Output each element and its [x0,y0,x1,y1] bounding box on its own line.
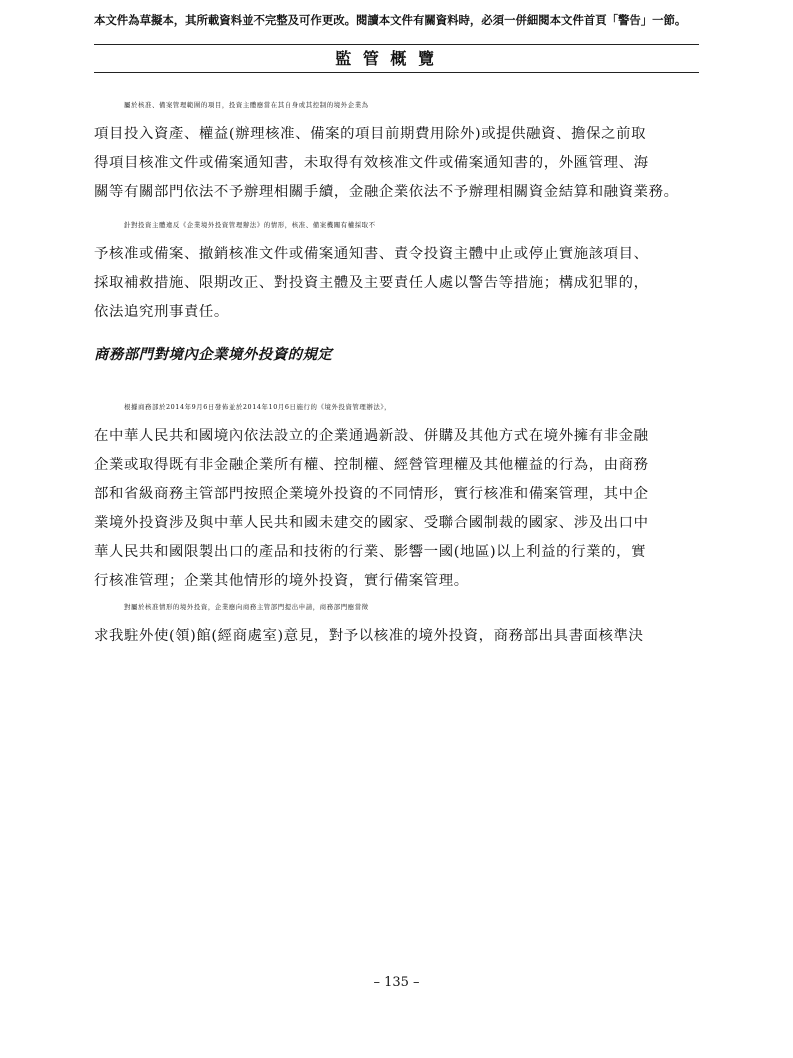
paragraph-line: 在中華人民共和國境內依法設立的企業通過新設、併購及其他方式在境外擁有非金融 [94,428,649,444]
paragraph-approval-scope [94,91,699,207]
page-number: – 135 – [373,975,420,990]
paragraph-line: 求我駐外使(領)館(經商處室)意見，對予以核准的境外投資，商務部出具書面核準決 [94,628,644,644]
paragraph-line: 項目投入資產、權益(辦理核准、備案的項目前期費用除外)或提供融資、擔保之前取 [94,126,647,142]
paragraph-line: 華人民共和國限製出口的產品和技術的行業、影響一國(地區)以上利益的行業的，實 [94,544,647,560]
paragraph-line: 依法追究刑事責任。 [94,304,229,320]
paragraph-line: 對屬於核准情形的境外投資，企業應向商務主管部門提出申請，商務部門應當徵 [124,603,369,611]
subheading-mofcom-rules: 商務部門對境內企業境外投資的規定 [94,346,333,363]
section-title-text: 監 管 概 覽 [335,49,437,68]
paragraph-line: 針對投資主體違反《企業境外投資管理辦法》的情形，核准、備案機關有權採取不 [124,221,376,229]
paragraph-line: 行核准管理；企業其他情形的境外投資，實行備案管理。 [94,573,469,589]
paragraph-approval-application [94,593,699,651]
paragraph-line: 得項目核准文件或備案通知書，未取得有效核准文件或備案通知書的，外匯管理、海 [94,155,649,171]
paragraph-line: 業境外投資涉及與中華人民共和國未建交的國家、受聯合國制裁的國家、涉及出口中 [94,515,649,531]
section-title [94,48,699,70]
draft-warning-note: 本文件為草擬本，其所載資料並不完整及可作更改。閱讀本文件有關資料時，必須一併細閱本文件首頁「警告」一節。 [94,13,687,27]
paragraph-line: 屬於核准、備案管理範圍的項目，投資主體應當在其自身或其控制的境外企業為 [124,101,369,109]
paragraph-line: 採取補救措施、限期改正、對投資主體及主要責任人處以警告等措施；構成犯罪的， [94,275,649,291]
paragraph-mofcom-measures [94,393,699,596]
paragraph-line: 關等有關部門依法不予辦理相關手續，金融企業依法不予辦理相關資金結算和融資業務。 [94,184,679,200]
paragraph-line: 予核准或備案、撤銷核准文件或備案通知書、責令投資主體中止或停止實施該項目、 [94,246,649,262]
paragraph-line: 企業或取得既有非金融企業所有權、控制權、經營管理權及其他權益的行為，由商務 [94,457,649,473]
paragraph-violations [94,211,699,327]
header-bottom-rule [94,72,699,73]
paragraph-line: 部和省級商務主管部門按照企業境外投資的不同情形，實行核准和備案管理，其中企 [94,486,649,502]
paragraph-line: 根據商務部於2014年9月6日發佈並於2014年10月6日施行的《境外投資管理辦法》， [124,403,392,411]
header-top-rule [94,44,699,45]
